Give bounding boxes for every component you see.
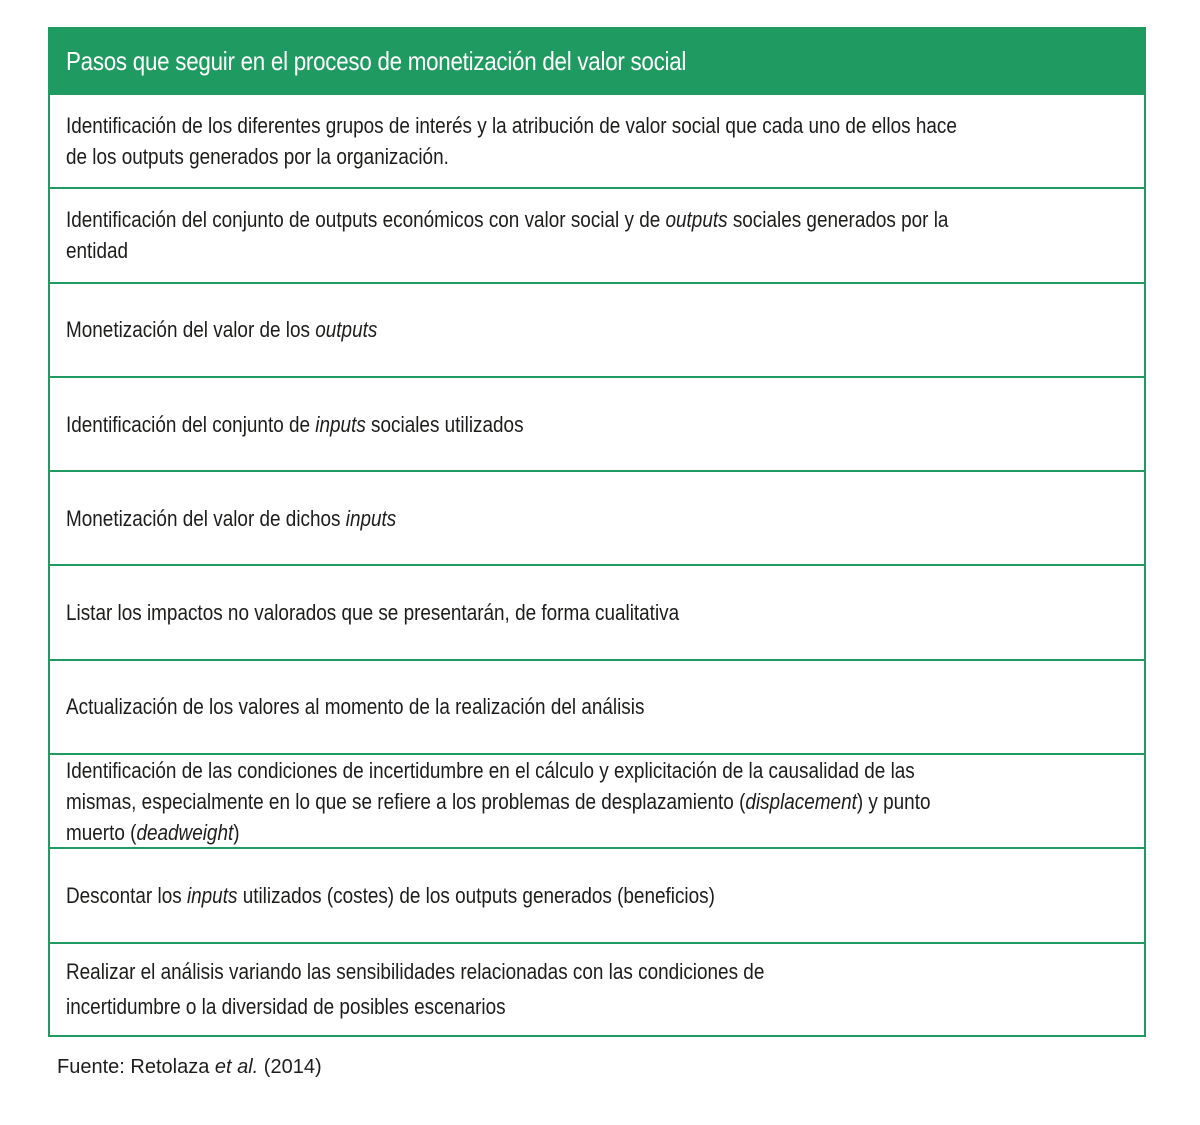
row-text: Actualización de los valores al momento de la realización del análisis	[66, 694, 645, 720]
table-row	[50, 470, 1144, 564]
table-title: Pasos que seguir en el proceso de monetización del valor social	[66, 45, 687, 76]
row-text: Identificación de los diferentes grupos de interés y la atribución de valor social que cada uno de ellos hace de los outputs generados por la organización.	[66, 113, 957, 170]
row-text: Monetización del valor de los outputs	[66, 317, 378, 343]
table-row	[50, 942, 1144, 1035]
row-text: Identificación del conjunto de outputs económicos con valor social y de outputs sociales generados por la entidad	[66, 207, 949, 264]
source-note: Fuente: Retolaza et al. (2014)	[57, 1056, 322, 1078]
row-text: Monetización del valor de dichos inputs	[66, 505, 397, 531]
table-row	[50, 282, 1144, 376]
table-row	[50, 93, 1144, 187]
table-row	[50, 187, 1144, 281]
table-row	[50, 376, 1144, 470]
row-text: Identificación de las condiciones de incertidumbre en el cálculo y explicitación de la causalidad de las mismas, especialmente en lo que se refiere a los problemas de desplazamiento (displacement) y punto muerto (deadweight)	[66, 757, 931, 845]
table-header	[50, 29, 1144, 93]
row-text: Descontar los inputs utilizados (costes) de los outputs generados (beneficios)	[66, 883, 715, 909]
table-row	[50, 847, 1144, 941]
table-row	[50, 564, 1144, 658]
row-text: Realizar el análisis variando las sensibilidades relacionadas con las condiciones de incertidumbre o la diversidad de posibles escenarios	[66, 959, 765, 1020]
table-row	[50, 659, 1144, 753]
row-text: Listar los impactos no valorados que se presentarán, de forma cualitativa	[66, 600, 680, 626]
steps-table	[48, 27, 1146, 1037]
table-row	[50, 753, 1144, 847]
row-text: Identificación del conjunto de inputs sociales utilizados	[66, 411, 524, 437]
